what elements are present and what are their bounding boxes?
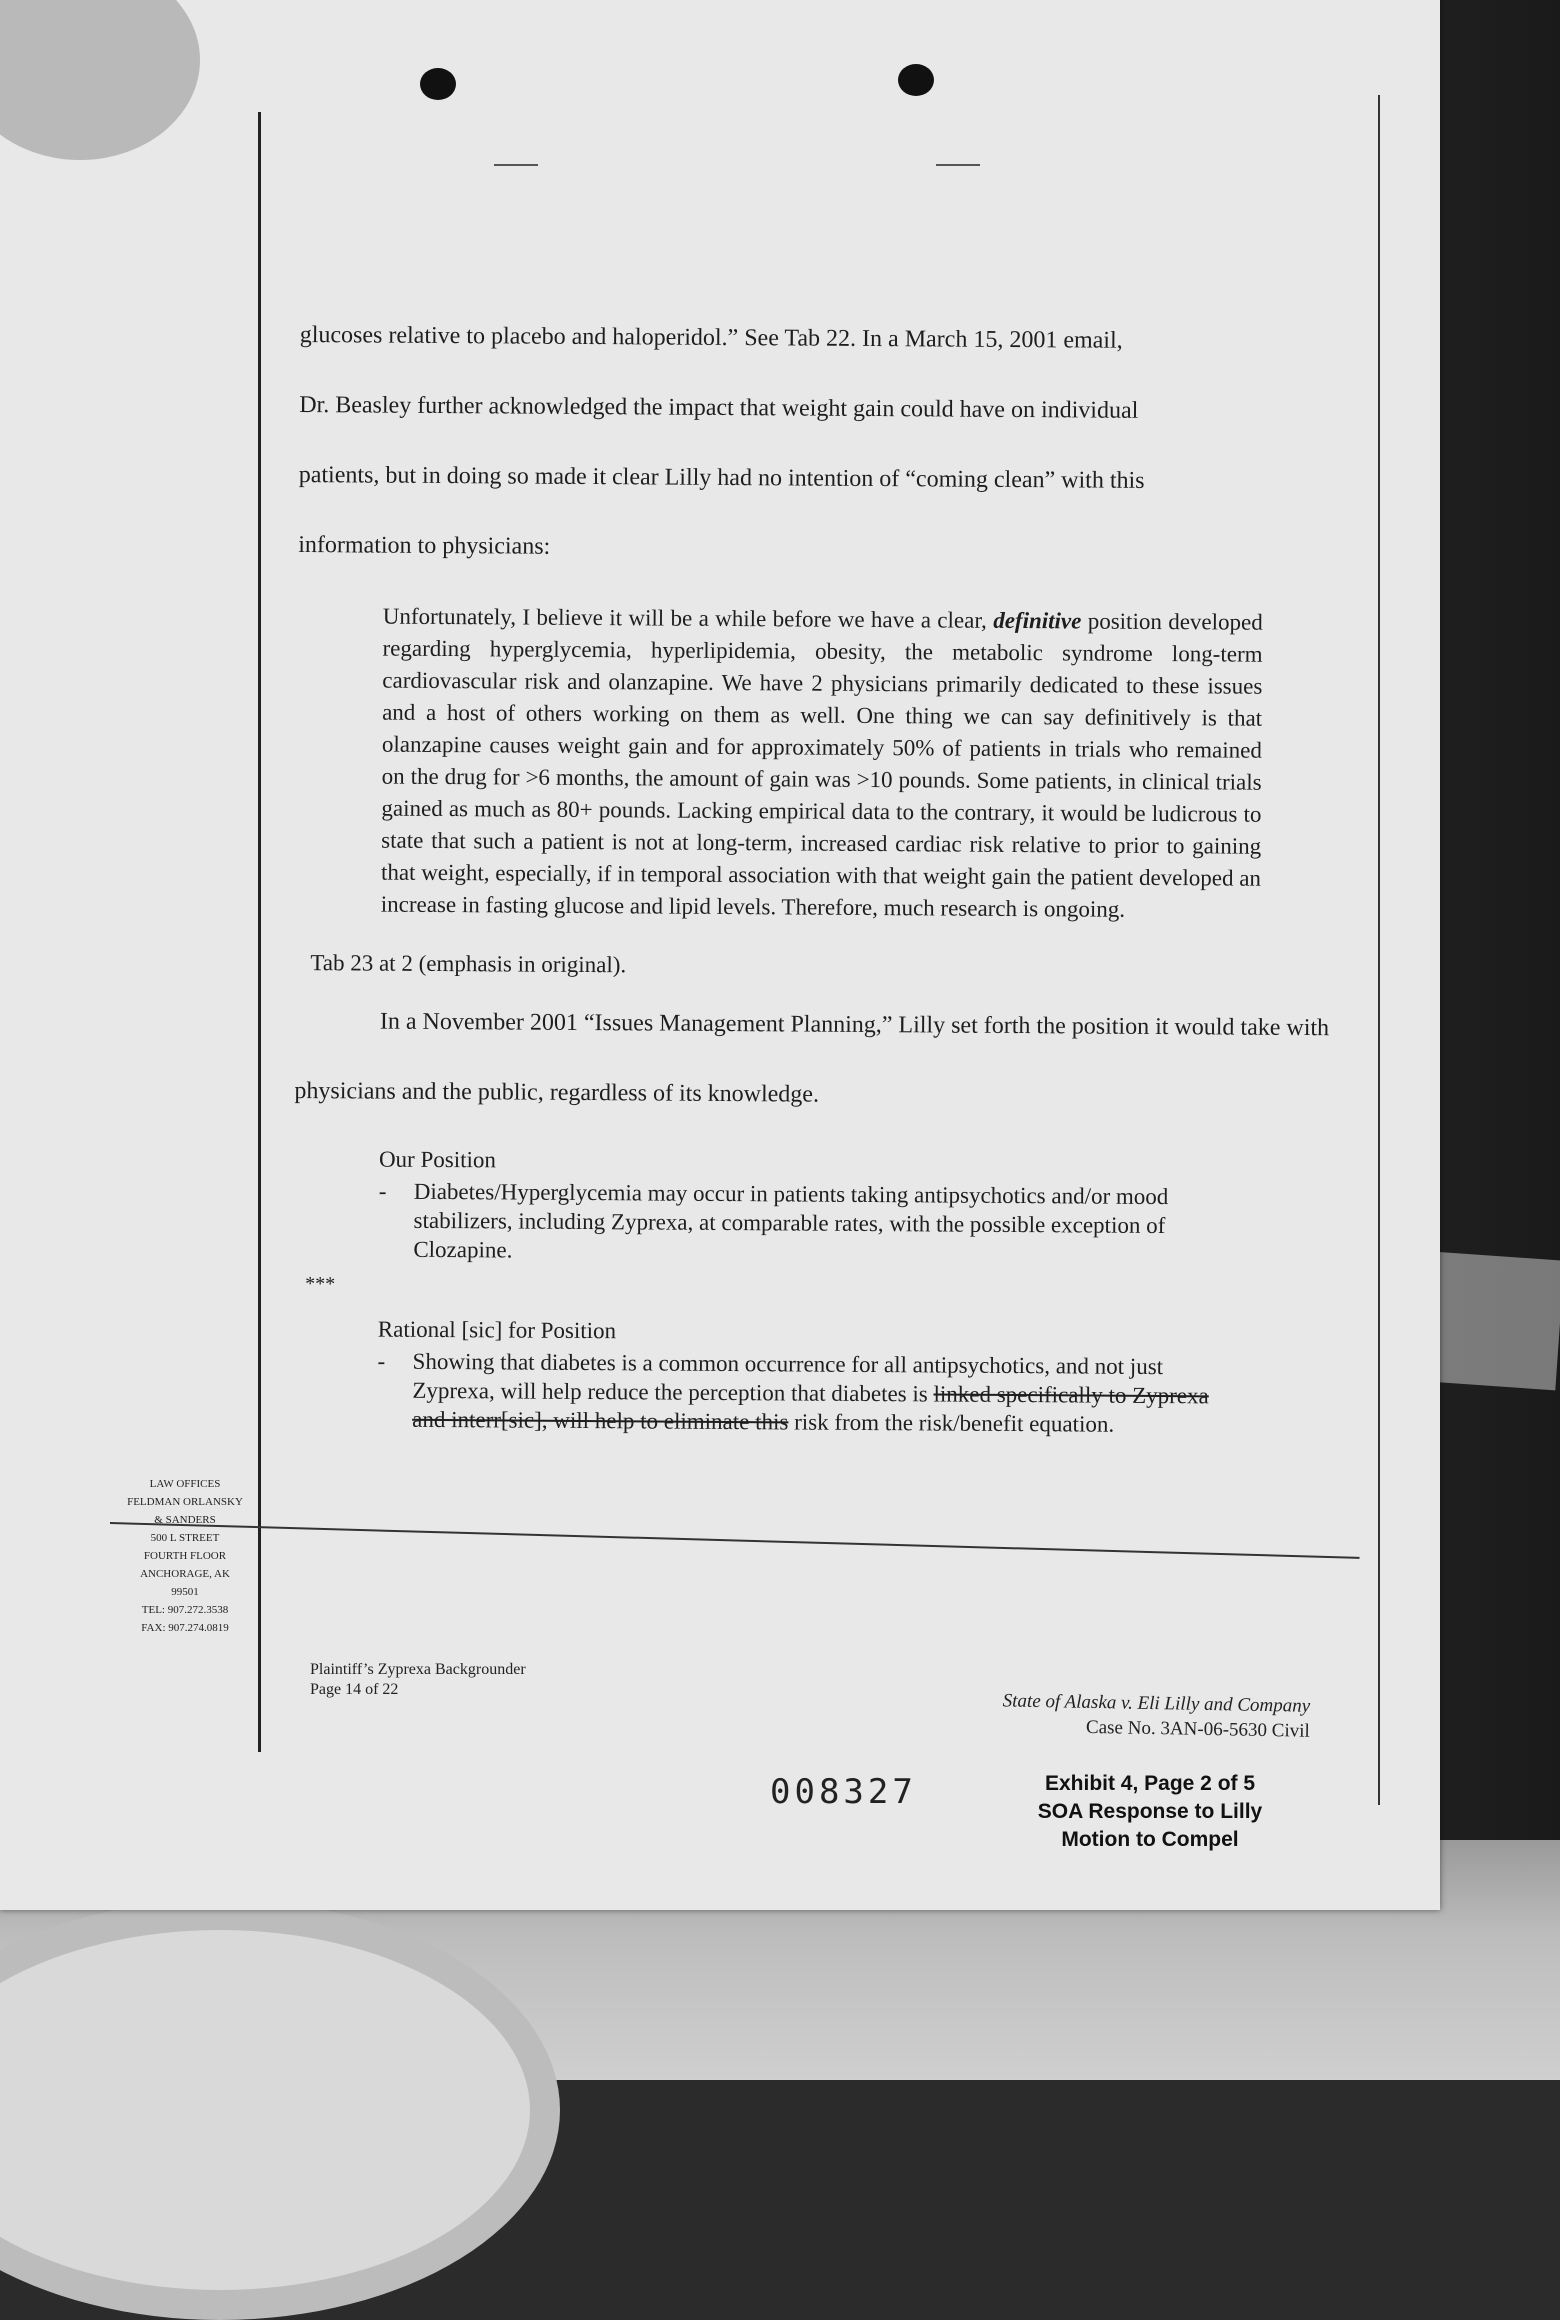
case-number: Case No. 3AN-06-5630 Civil [1085, 1716, 1310, 1742]
exhibit-line: SOA Response to Lilly [1037, 1800, 1263, 1823]
quote-text: position developed regarding hyperglycemia, hyperlipidemia, obesity, the metabolic syndrome long-term cardiovascular risk and olanzapine. We have 2 physicians primarily dedicated to these issues and a host of others working on them as well. One thing we can say definitively is that olanzapine causes weight gain and for approximately 50% of patients in trials who remained on the drug for >6 months, the amount of gain was >10 pounds. Some patients, in clinical trials gained as much as 80+ pounds. Lacking empirical data to the contrary, it would be ludicrous to state that such a patient is not at long-term, increased cardiac risk relative to prior to gaining that weight, especially, if in temporal association with that weight gain the patient developed an increase in fasting glucose and lipid levels. Therefore, much research is ongoing. [380, 608, 1263, 922]
punch-hole [898, 64, 934, 96]
law-line: LAW OFFICES [149, 1478, 221, 1490]
law-line: FOURTH FLOOR [143, 1550, 227, 1562]
block-quote [381, 601, 1263, 927]
law-line: ANCHORAGE, AK [140, 1568, 230, 1580]
law-line: & SANDERS [154, 1514, 216, 1526]
body-line: glucoses relative to placebo and haloperidol.” See Tab 22. In a March 15, 2001 email, [299, 321, 1123, 354]
position-bullet: - Diabetes/Hyperglycemia may occur in patients taking antipsychotics and/or mood stabilizers, including Zyprexa, at comparable rates, with the possible exception of Clozapine. [378, 1177, 1249, 1270]
document-body [292, 300, 1360, 1440]
law-offices-block [105, 1475, 265, 1637]
rationale-bullet: - Showing that diabetes is a common occurrence for all antipsychotics, and not just Zyprexa, will help reduce the perception that diabetes is linked specifically to Zyprexa and interr[sic], will help to eliminate this risk from the risk/benefit equation. [377, 1347, 1248, 1440]
body-line: Dr. Beasley further acknowledged the impact that weight gain could have on individual [299, 391, 1139, 424]
footer-right [880, 1686, 1311, 1743]
law-line: FELDMAN ORLANSKY [127, 1496, 243, 1508]
bullet-text: Diabetes/Hyperglycemia may occur in patients taking antipsychotics and/or mood stabilizers, including Zyprexa, at comparable rates, with the possible exception of Clozapine. [413, 1178, 1169, 1263]
law-line: TEL: 907.272.3538 [141, 1604, 229, 1616]
right-margin-rule [1378, 95, 1380, 1805]
ellipsis-stars: *** [305, 1273, 336, 1296]
doc-title: Plaintiff’s Zyprexa Backgrounder [310, 1661, 526, 1678]
case-title: State of Alaska v. Eli Lilly and Company [1002, 1690, 1311, 1717]
bates-number: 008327 [770, 1772, 917, 1812]
bullet-text: Showing that diabetes is a common occurrence for all antipsychotics, and not just Zyprexa, will help reduce the perception that diabetes is linked specifically to Zyprexa and interr[sic], will help to eliminate this risk from the risk/benefit equation. [412, 1348, 1209, 1437]
body-line: patients, but in doing so made it clear Lilly had no intention of “coming clean” with this [298, 461, 1145, 494]
citation: Tab 23 at 2 (emphasis in original). [310, 950, 627, 978]
law-line: 99501 [171, 1586, 199, 1598]
position-heading: Our Position [378, 1146, 497, 1173]
footer-left [310, 1660, 526, 1700]
header-mark [494, 164, 538, 166]
quote-emphasis: definitive [993, 607, 1082, 634]
law-line: FAX: 907.274.0819 [141, 1622, 229, 1634]
punch-hole [420, 68, 456, 100]
rationale-heading: Rational [sic] for Position [377, 1316, 617, 1344]
exhibit-stamp [1000, 1770, 1300, 1854]
horizontal-rule [110, 1522, 1360, 1559]
body-paragraph: In a November 2001 “Issues Management Planning,” Lilly set forth the position it would take with physicians and the public, regardless of its knowledge. [294, 1008, 1330, 1108]
header-mark [936, 164, 980, 166]
exhibit-line: Exhibit 4, Page 2 of 5 [1044, 1772, 1256, 1795]
page-number: Page 14 of 22 [310, 1681, 399, 1698]
law-line: 500 L STREET [150, 1532, 220, 1544]
struck-text: linked specifically to Zyprexa and interr[sic], will help to eliminate this [412, 1381, 1209, 1435]
exhibit-line: Motion to Compel [1061, 1828, 1239, 1851]
body-line: information to physicians: [298, 531, 551, 560]
quote-text: Unfortunately, I believe it will be a while before we have a clear, [382, 603, 994, 633]
